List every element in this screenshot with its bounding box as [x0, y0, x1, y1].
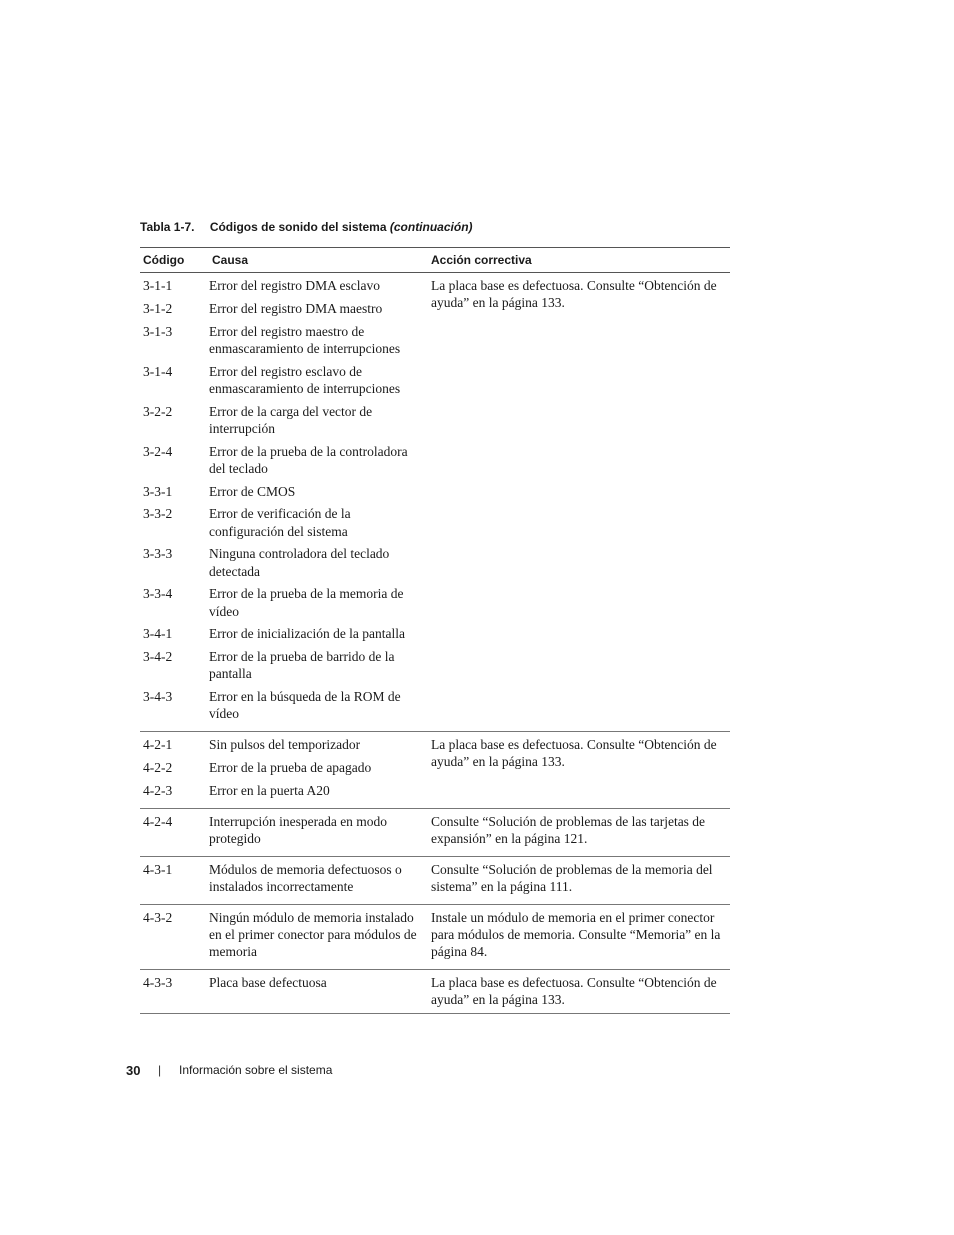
corrective-action: La placa base es defectuosa. Consulte “Obtención de ayuda” en la página 133.	[431, 974, 717, 1007]
beep-code: 4-3-2	[143, 909, 173, 925]
page-number: 30	[126, 1063, 141, 1078]
beep-code: 4-3-1	[143, 861, 173, 877]
table-continuation-note: (continuación)	[389, 220, 473, 234]
header-code: Código	[143, 253, 185, 267]
beep-cause: Ninguna controladora del teclado detectada	[209, 546, 390, 579]
beep-cause: Error de la prueba de la memoria de vídeo	[209, 586, 404, 619]
footer-separator: |	[158, 1063, 162, 1077]
beep-code: 3-3-1	[143, 483, 173, 499]
beep-cause: Error de la carga del vector de interrupción	[209, 403, 373, 436]
row-group-codes	[140, 734, 431, 802]
table-row	[140, 811, 431, 851]
beep-code: 4-2-1	[143, 737, 173, 753]
beep-cause: Error de verificación de la configuración del sistema	[209, 506, 351, 539]
table-number: Tabla 1-7.	[140, 220, 195, 234]
beep-code: 3-3-4	[143, 586, 173, 602]
table-row	[140, 321, 431, 361]
corrective-action: La placa base es defectuosa. Consulte “Obtención de ayuda” en la página 133.	[431, 737, 717, 770]
table-row	[140, 298, 431, 321]
table-row	[140, 441, 431, 481]
beep-cause: Error del registro DMA esclavo	[209, 278, 380, 293]
table-row-group	[140, 970, 730, 1014]
beep-code: 3-3-3	[143, 546, 173, 562]
table-row	[140, 623, 431, 646]
table-row	[140, 361, 431, 401]
beep-cause: Error del registro DMA maestro	[209, 300, 383, 316]
table-row	[140, 734, 431, 757]
table-row-group	[140, 732, 730, 808]
beep-code: 3-2-4	[143, 443, 173, 459]
beep-cause: Error en la búsqueda de la ROM de vídeo	[209, 689, 401, 722]
beep-cause: Interrupción inesperada en modo protegido	[209, 813, 388, 846]
table-row	[140, 646, 431, 686]
beep-cause: Ningún módulo de memoria instalado en el primer conector para módulos de memoria	[209, 909, 417, 959]
row-group-codes	[140, 907, 431, 964]
beep-code: 3-4-1	[143, 626, 173, 642]
table-row	[140, 686, 431, 726]
corrective-action: La placa base es defectuosa. Consulte “Obtención de ayuda” en la página 133.	[431, 278, 717, 311]
row-group-codes	[140, 811, 431, 851]
table-row	[140, 481, 431, 504]
table-title: Códigos de sonido del sistema	[209, 220, 387, 234]
table-row	[140, 503, 431, 543]
table-row-group	[140, 857, 730, 905]
beep-cause: Error de la prueba de la controladora del teclado	[209, 443, 408, 476]
table-row	[140, 543, 431, 583]
corrective-action: Instale un módulo de memoria en el primer conector para módulos de memoria. Consulte “Memoria” en la página 84.	[431, 909, 721, 959]
beep-cause: Error de inicialización de la pantalla	[209, 626, 406, 642]
beep-code: 3-2-2	[143, 403, 173, 419]
beep-code: 3-4-2	[143, 649, 173, 665]
beep-cause: Error del registro esclavo de enmascaramiento de interrupciones	[209, 363, 401, 396]
table-row	[140, 780, 431, 803]
beep-cause: Error en la puerta A20	[209, 782, 330, 798]
table-row	[140, 275, 431, 298]
row-group-codes	[140, 275, 431, 726]
header-cause: Causa	[212, 253, 249, 267]
corrective-action: Consulte “Solución de problemas de la memoria del sistema” en la página 111.	[431, 861, 713, 894]
beep-code: 3-1-4	[143, 363, 173, 379]
page-footer	[126, 1063, 333, 1078]
beep-code: 3-4-3	[143, 689, 173, 705]
beep-code: 3-1-3	[143, 323, 173, 339]
table-row	[140, 757, 431, 780]
row-group-codes	[140, 859, 431, 899]
row-group-codes	[140, 972, 431, 1008]
beep-cause: Error de la prueba de apagado	[209, 759, 372, 775]
table-caption	[140, 220, 473, 234]
beep-code: 4-3-3	[143, 974, 173, 990]
beep-code: 4-2-4	[143, 813, 173, 829]
header-action: Acción correctiva	[431, 253, 532, 267]
beep-code: 4-2-3	[143, 782, 173, 798]
table-header	[140, 247, 730, 273]
beep-cause: Placa base defectuosa	[209, 974, 327, 990]
table-body	[140, 273, 730, 1014]
beep-cause: Sin pulsos del temporizador	[209, 737, 361, 753]
beep-cause: Módulos de memoria defectuosos o instalados incorrectamente	[209, 861, 402, 894]
corrective-action: Consulte “Solución de problemas de las tarjetas de expansión” en la página 121.	[431, 813, 706, 846]
beep-cause: Error del registro maestro de enmascaramiento de interrupciones	[209, 323, 401, 356]
table-row-group	[140, 905, 730, 970]
beep-cause: Error de CMOS	[209, 483, 296, 499]
beep-codes-table	[140, 247, 730, 1014]
beep-code: 4-2-2	[143, 759, 173, 775]
section-title: Información sobre el sistema	[179, 1063, 333, 1077]
table-row	[140, 401, 431, 441]
table-row-group	[140, 273, 730, 732]
table-row-group	[140, 809, 730, 857]
table-row	[140, 859, 431, 899]
beep-code: 3-1-1	[143, 278, 173, 293]
beep-code: 3-3-2	[143, 506, 173, 522]
beep-cause: Error de la prueba de barrido de la pantalla	[209, 649, 395, 682]
table-row	[140, 972, 431, 995]
beep-code: 3-1-2	[143, 300, 173, 316]
table-row	[140, 583, 431, 623]
table-row	[140, 907, 431, 964]
